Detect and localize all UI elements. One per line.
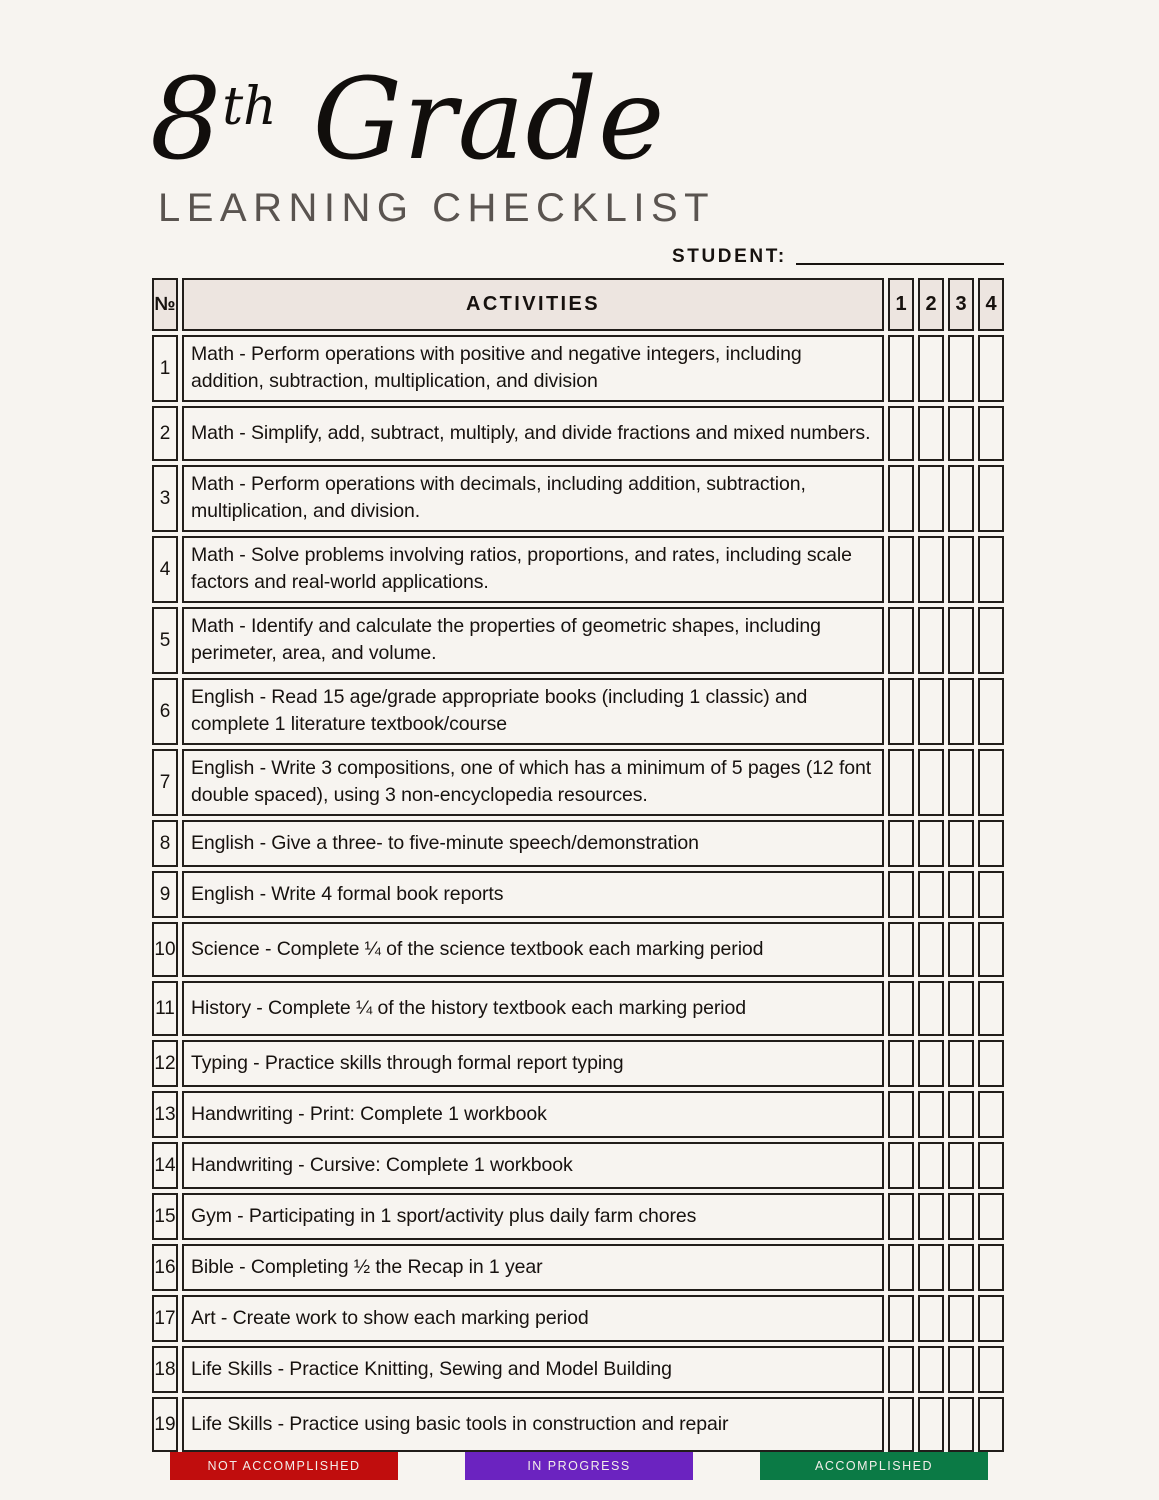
checkbox-period-1[interactable] <box>888 1397 914 1452</box>
row-number: 13 <box>152 1091 178 1138</box>
checkbox-period-3[interactable] <box>948 536 974 603</box>
grade-word: Grade <box>312 55 666 185</box>
checkbox-period-4[interactable] <box>978 1091 1004 1138</box>
checkbox-period-2[interactable] <box>918 607 944 674</box>
student-field <box>672 238 1004 268</box>
checkbox-period-2[interactable] <box>918 749 944 816</box>
row-activity: English - Write 3 compositions, one of which has a minimum of 5 pages (12 font double spaced), using 3 non-encyclopedia resources. <box>182 749 884 816</box>
checkbox-period-2[interactable] <box>918 1244 944 1291</box>
checkbox-period-4[interactable] <box>978 871 1004 918</box>
checkbox-period-3[interactable] <box>948 749 974 816</box>
checkbox-period-3[interactable] <box>948 406 974 461</box>
checkbox-period-2[interactable] <box>918 981 944 1036</box>
row-number: 12 <box>152 1040 178 1087</box>
checkbox-period-3[interactable] <box>948 1244 974 1291</box>
checkbox-period-1[interactable] <box>888 1295 914 1342</box>
student-name-input[interactable] <box>796 262 1004 265</box>
checkbox-period-2[interactable] <box>918 678 944 745</box>
table-row <box>152 406 1004 461</box>
row-activity: Typing - Practice skills through formal report typing <box>182 1040 884 1087</box>
checkbox-period-4[interactable] <box>978 1193 1004 1240</box>
table-row <box>152 465 1004 532</box>
row-number: 16 <box>152 1244 178 1291</box>
checkbox-period-1[interactable] <box>888 678 914 745</box>
row-number: 10 <box>152 922 178 977</box>
row-activity: Science - Complete ¼ of the science textbook each marking period <box>182 922 884 977</box>
row-number: 2 <box>152 406 178 461</box>
row-activity: Math - Perform operations with decimals, including addition, subtraction, multiplication, and division. <box>182 465 884 532</box>
checkbox-period-3[interactable] <box>948 1295 974 1342</box>
checkbox-period-4[interactable] <box>978 536 1004 603</box>
row-number: 15 <box>152 1193 178 1240</box>
table-row <box>152 1040 1004 1087</box>
checkbox-period-4[interactable] <box>978 1295 1004 1342</box>
checkbox-period-3[interactable] <box>948 922 974 977</box>
table-row <box>152 1244 1004 1291</box>
column-header-period-3: 3 <box>948 278 974 331</box>
checkbox-period-3[interactable] <box>948 1040 974 1087</box>
checkbox-period-2[interactable] <box>918 922 944 977</box>
checkbox-period-4[interactable] <box>978 1397 1004 1452</box>
table-row <box>152 536 1004 603</box>
checkbox-period-2[interactable] <box>918 1397 944 1452</box>
row-number: 19 <box>152 1397 178 1452</box>
row-activity: Life Skills - Practice using basic tools in construction and repair <box>182 1397 884 1452</box>
grade-ordinal: th <box>222 77 277 137</box>
checkbox-period-2[interactable] <box>918 871 944 918</box>
checkbox-period-4[interactable] <box>978 678 1004 745</box>
table-row <box>152 1397 1004 1452</box>
checkbox-period-4[interactable] <box>978 981 1004 1036</box>
checkbox-period-1[interactable] <box>888 1040 914 1087</box>
row-activity: Math - Perform operations with positive and negative integers, including addition, subtraction, multiplication, and division <box>182 335 884 402</box>
checkbox-period-1[interactable] <box>888 1346 914 1393</box>
checkbox-period-2[interactable] <box>918 536 944 603</box>
checkbox-period-2[interactable] <box>918 465 944 532</box>
legend <box>170 1452 988 1480</box>
legend-accomplished[interactable]: ACCOMPLISHED <box>760 1452 988 1480</box>
row-activity: English - Give a three- to five-minute speech/demonstration <box>182 820 884 867</box>
legend-in-progress[interactable]: IN PROGRESS <box>465 1452 693 1480</box>
table-row <box>152 1295 1004 1342</box>
checkbox-period-2[interactable] <box>918 1193 944 1240</box>
checkbox-period-1[interactable] <box>888 335 914 402</box>
checkbox-period-3[interactable] <box>948 1142 974 1189</box>
table-row <box>152 607 1004 674</box>
page-subtitle: LEARNING CHECKLIST <box>158 186 716 230</box>
column-header-period-2: 2 <box>918 278 944 331</box>
row-number: 5 <box>152 607 178 674</box>
checkbox-period-3[interactable] <box>948 1346 974 1393</box>
student-label: STUDENT: <box>672 246 787 267</box>
row-number: 6 <box>152 678 178 745</box>
row-number: 3 <box>152 465 178 532</box>
row-number: 18 <box>152 1346 178 1393</box>
row-activity: Handwriting - Print: Complete 1 workbook <box>182 1091 884 1138</box>
checkbox-period-4[interactable] <box>978 607 1004 674</box>
row-activity: Bible - Completing ½ the Recap in 1 year <box>182 1244 884 1291</box>
checkbox-period-1[interactable] <box>888 536 914 603</box>
row-activity: English - Write 4 formal book reports <box>182 871 884 918</box>
table-row <box>152 1142 1004 1189</box>
table-row <box>152 922 1004 977</box>
checkbox-period-1[interactable] <box>888 465 914 532</box>
table-row <box>152 1193 1004 1240</box>
row-number: 14 <box>152 1142 178 1189</box>
row-activity: Math - Simplify, add, subtract, multiply, and divide fractions and mixed numbers. <box>182 406 884 461</box>
checkbox-period-2[interactable] <box>918 1040 944 1087</box>
row-activity: Life Skills - Practice Knitting, Sewing and Model Building <box>182 1346 884 1393</box>
table-row <box>152 981 1004 1036</box>
legend-not-accomplished[interactable]: NOT ACCOMPLISHED <box>170 1452 398 1480</box>
checkbox-period-1[interactable] <box>888 607 914 674</box>
row-number: 8 <box>152 820 178 867</box>
row-activity: English - Read 15 age/grade appropriate books (including 1 classic) and complete 1 literature textbook/course <box>182 678 884 745</box>
checkbox-period-3[interactable] <box>948 465 974 532</box>
checkbox-period-1[interactable] <box>888 1193 914 1240</box>
checkbox-period-3[interactable] <box>948 1091 974 1138</box>
checkbox-period-1[interactable] <box>888 820 914 867</box>
checkbox-period-3[interactable] <box>948 981 974 1036</box>
row-number: 7 <box>152 749 178 816</box>
row-number: 4 <box>152 536 178 603</box>
row-number: 11 <box>152 981 178 1036</box>
checklist-table <box>152 278 1004 1456</box>
row-number: 1 <box>152 335 178 402</box>
column-header-activities: ACTIVITIES <box>182 278 884 331</box>
table-row <box>152 1091 1004 1138</box>
checkbox-period-1[interactable] <box>888 871 914 918</box>
table-row <box>152 335 1004 402</box>
checkbox-period-2[interactable] <box>918 1346 944 1393</box>
checkbox-period-4[interactable] <box>978 1346 1004 1393</box>
checkbox-period-4[interactable] <box>978 406 1004 461</box>
page-title <box>150 42 870 185</box>
checkbox-period-3[interactable] <box>948 1193 974 1240</box>
table-row <box>152 871 1004 918</box>
checkbox-period-3[interactable] <box>948 871 974 918</box>
checkbox-period-3[interactable] <box>948 607 974 674</box>
checkbox-period-1[interactable] <box>888 922 914 977</box>
checkbox-period-4[interactable] <box>978 335 1004 402</box>
table-row <box>152 678 1004 745</box>
checkbox-period-3[interactable] <box>948 335 974 402</box>
row-number: 9 <box>152 871 178 918</box>
table-row <box>152 820 1004 867</box>
checkbox-period-2[interactable] <box>918 406 944 461</box>
checkbox-period-3[interactable] <box>948 1397 974 1452</box>
row-activity: Math - Solve problems involving ratios, proportions, and rates, including scale factors and real-world applications. <box>182 536 884 603</box>
row-activity: Math - Identify and calculate the properties of geometric shapes, including perimeter, area, and volume. <box>182 607 884 674</box>
row-activity: Gym - Participating in 1 sport/activity plus daily farm chores <box>182 1193 884 1240</box>
checkbox-period-1[interactable] <box>888 1142 914 1189</box>
checkbox-period-2[interactable] <box>918 335 944 402</box>
checkbox-period-4[interactable] <box>978 820 1004 867</box>
table-row <box>152 749 1004 816</box>
checkbox-period-2[interactable] <box>918 1295 944 1342</box>
checkbox-period-1[interactable] <box>888 406 914 461</box>
row-activity: History - Complete ¼ of the history textbook each marking period <box>182 981 884 1036</box>
checkbox-period-4[interactable] <box>978 922 1004 977</box>
checkbox-period-1[interactable] <box>888 1091 914 1138</box>
checkbox-period-3[interactable] <box>948 678 974 745</box>
column-header-number: № <box>152 278 178 331</box>
checkbox-period-2[interactable] <box>918 1142 944 1189</box>
table-row <box>152 1346 1004 1393</box>
checkbox-period-4[interactable] <box>978 1244 1004 1291</box>
checkbox-period-1[interactable] <box>888 749 914 816</box>
checkbox-period-2[interactable] <box>918 820 944 867</box>
checkbox-period-4[interactable] <box>978 749 1004 816</box>
column-header-period-1: 1 <box>888 278 914 331</box>
checkbox-period-4[interactable] <box>978 465 1004 532</box>
row-activity: Handwriting - Cursive: Complete 1 workbook <box>182 1142 884 1189</box>
checkbox-period-4[interactable] <box>978 1142 1004 1189</box>
checkbox-period-3[interactable] <box>948 820 974 867</box>
checkbox-period-2[interactable] <box>918 1091 944 1138</box>
column-header-period-4: 4 <box>978 278 1004 331</box>
table-header-row <box>152 278 1004 331</box>
row-number: 17 <box>152 1295 178 1342</box>
checkbox-period-1[interactable] <box>888 1244 914 1291</box>
grade-number: 8 <box>150 55 223 185</box>
row-activity: Art - Create work to show each marking period <box>182 1295 884 1342</box>
checkbox-period-4[interactable] <box>978 1040 1004 1087</box>
checkbox-period-1[interactable] <box>888 981 914 1036</box>
